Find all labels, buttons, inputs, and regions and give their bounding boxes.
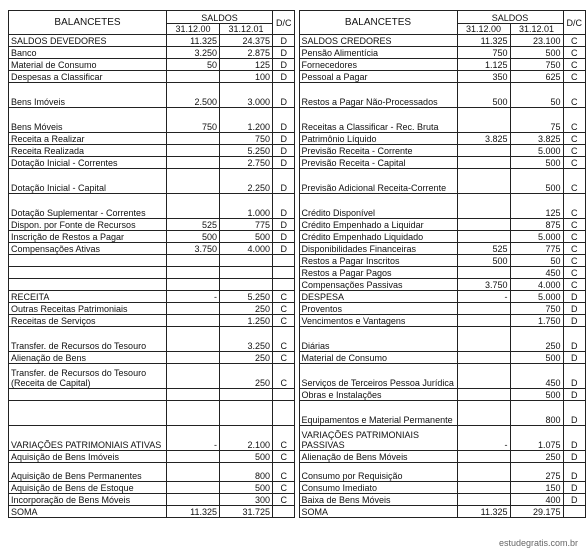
- right-dc-flag: C: [563, 194, 585, 219]
- left-dc-flag: [273, 267, 295, 279]
- right-account-label: DESPESA: [299, 291, 457, 303]
- left-balance-2000: [167, 451, 220, 463]
- right-balancetes-heading: BALANCETES: [299, 11, 457, 35]
- right-balance-2001: 500: [510, 389, 563, 401]
- right-balance-2001: 500: [510, 157, 563, 169]
- right-dc-flag: D: [563, 426, 585, 451]
- table-row: [9, 255, 586, 267]
- right-balance-2000: 500: [457, 83, 510, 108]
- left-account-label: [9, 267, 167, 279]
- left-balance-2001: 31.725: [220, 506, 273, 518]
- right-account-label: SOMA: [299, 506, 457, 518]
- right-account-label: Pensão Alimentícia: [299, 47, 457, 59]
- right-dc-flag: D: [563, 315, 585, 327]
- table-row: [9, 494, 586, 506]
- left-balance-2001: 125: [220, 59, 273, 71]
- right-account-label: Diárias: [299, 327, 457, 352]
- left-saldos-heading: SALDOS: [167, 11, 273, 24]
- right-balance-2001: 775: [510, 243, 563, 255]
- right-account-label: Alienação de Bens Móveis: [299, 451, 457, 463]
- right-balance-2001: 50: [510, 83, 563, 108]
- left-balance-2001: 2.250: [220, 169, 273, 194]
- left-balance-2000: [167, 145, 220, 157]
- left-dc-flag: D: [273, 219, 295, 231]
- left-account-label: Banco: [9, 47, 167, 59]
- right-dc-flag: D: [563, 327, 585, 352]
- right-saldos-heading: SALDOS: [457, 11, 563, 24]
- left-balance-2000: [167, 303, 220, 315]
- left-account-label: Aquisição de Bens Imóveis: [9, 451, 167, 463]
- right-account-label: Compensações Passivas: [299, 279, 457, 291]
- left-balance-2001: 300: [220, 494, 273, 506]
- right-dc-flag: D: [563, 291, 585, 303]
- table-row: [9, 157, 586, 169]
- right-balance-2000: [457, 401, 510, 426]
- right-balance-2000: 3.750: [457, 279, 510, 291]
- left-balance-2001: [220, 389, 273, 401]
- right-balance-2000: 3.825: [457, 133, 510, 145]
- right-balance-2001: 5.000: [510, 145, 563, 157]
- right-account-label: Previsão Receita - Corrente: [299, 145, 457, 157]
- right-balance-2000: [457, 194, 510, 219]
- right-dc-flag: C: [563, 243, 585, 255]
- left-dc-flag: D: [273, 47, 295, 59]
- left-dc-flag: D: [273, 231, 295, 243]
- left-account-label: Outras Receitas Patrimoniais: [9, 303, 167, 315]
- header-row: [9, 11, 586, 24]
- table-row: [9, 315, 586, 327]
- left-account-label: SALDOS DEVEDORES: [9, 35, 167, 47]
- table-row: [9, 303, 586, 315]
- right-account-label: Serviços de Terceiros Pessoa Jurídica: [299, 364, 457, 389]
- right-balance-2001: 450: [510, 364, 563, 389]
- right-balance-2001: 1.075: [510, 426, 563, 451]
- right-date-2001: 31.12.01: [510, 24, 563, 35]
- table-row: [9, 219, 586, 231]
- left-balance-2000: [167, 194, 220, 219]
- left-balance-2000: 500: [167, 231, 220, 243]
- left-dc-flag: C: [273, 315, 295, 327]
- left-balance-2001: 2.750: [220, 157, 273, 169]
- left-balance-2001: 500: [220, 231, 273, 243]
- left-dc-flag: D: [273, 133, 295, 145]
- right-balance-2000: [457, 327, 510, 352]
- left-balance-2001: 3.000: [220, 83, 273, 108]
- left-account-label: Aquisição de Bens de Estoque: [9, 482, 167, 494]
- left-balance-2001: 5.250: [220, 291, 273, 303]
- right-account-label: Material de Consumo: [299, 352, 457, 364]
- right-balance-2001: 750: [510, 303, 563, 315]
- left-balance-2000: [167, 482, 220, 494]
- left-account-label: Inscrição de Restos a Pagar: [9, 231, 167, 243]
- right-account-label: Vencimentos e Vantagens: [299, 315, 457, 327]
- left-dc-flag: [273, 389, 295, 401]
- right-balance-2001: 125: [510, 194, 563, 219]
- left-balance-2000: [167, 169, 220, 194]
- table-row: [9, 35, 586, 47]
- right-balance-2000: -: [457, 291, 510, 303]
- right-dc-flag: C: [563, 83, 585, 108]
- right-dc-flag: C: [563, 71, 585, 83]
- table-row: [9, 267, 586, 279]
- table-row: [9, 482, 586, 494]
- left-balance-2001: 24.375: [220, 35, 273, 47]
- right-dc-flag: C: [563, 157, 585, 169]
- left-balance-2001: 1.200: [220, 108, 273, 133]
- left-balance-2000: 525: [167, 219, 220, 231]
- right-account-label: Pessoal a Pagar: [299, 71, 457, 83]
- left-account-label: [9, 389, 167, 401]
- table-row: [9, 231, 586, 243]
- left-account-label: Dotação Inicial - Capital: [9, 169, 167, 194]
- right-dc-flag: D: [563, 352, 585, 364]
- left-balance-2001: 750: [220, 133, 273, 145]
- right-dc-flag: C: [563, 145, 585, 157]
- right-dc-flag: D: [563, 482, 585, 494]
- right-account-label: Previsão Adicional Receita-Corrente: [299, 169, 457, 194]
- right-balance-2000: [457, 389, 510, 401]
- left-balance-2001: 1.250: [220, 315, 273, 327]
- right-balance-2001: 450: [510, 267, 563, 279]
- right-account-label: Obras e Instalações: [299, 389, 457, 401]
- left-balance-2001: 250: [220, 303, 273, 315]
- right-balance-2001: 4.000: [510, 279, 563, 291]
- right-account-label: Crédito Disponível: [299, 194, 457, 219]
- right-balance-2000: -: [457, 426, 510, 451]
- right-account-label: Fornecedores: [299, 59, 457, 71]
- left-dc-flag: C: [273, 364, 295, 389]
- left-balance-2000: [167, 255, 220, 267]
- left-balance-2000: [167, 157, 220, 169]
- left-account-label: Compensações Ativas: [9, 243, 167, 255]
- table-row: [9, 71, 586, 83]
- right-account-label: Consumo por Requisição: [299, 463, 457, 482]
- left-balance-2000: [167, 279, 220, 291]
- right-balance-2000: [457, 145, 510, 157]
- right-balance-2001: 275: [510, 463, 563, 482]
- left-dc-flag: C: [273, 494, 295, 506]
- right-balance-2000: [457, 267, 510, 279]
- left-account-label: Receitas de Serviços: [9, 315, 167, 327]
- left-dc-flag: D: [273, 169, 295, 194]
- left-balance-2000: [167, 463, 220, 482]
- left-balance-2000: [167, 315, 220, 327]
- left-dc-flag: D: [273, 145, 295, 157]
- table-row: [9, 169, 586, 194]
- table-row: [9, 194, 586, 219]
- table-row: [9, 352, 586, 364]
- right-balance-2000: 350: [457, 71, 510, 83]
- right-dc-flag: C: [563, 169, 585, 194]
- left-balance-2000: [167, 71, 220, 83]
- table-row: [9, 401, 586, 426]
- left-dc-flag: [273, 401, 295, 426]
- right-balance-2000: 525: [457, 243, 510, 255]
- right-balance-2000: 1.125: [457, 59, 510, 71]
- left-account-label: Bens Imóveis: [9, 83, 167, 108]
- right-balance-2001: 50: [510, 255, 563, 267]
- table-row: [9, 59, 586, 71]
- right-balance-2001: 500: [510, 352, 563, 364]
- left-balancetes-heading: BALANCETES: [9, 11, 167, 35]
- left-balance-2000: 50: [167, 59, 220, 71]
- table-row: [9, 108, 586, 133]
- right-balance-2001: 800: [510, 401, 563, 426]
- left-balance-2001: 5.250: [220, 145, 273, 157]
- left-balance-2001: 2.100: [220, 426, 273, 451]
- right-date-2000: 31.12.00: [457, 24, 510, 35]
- right-balance-2000: [457, 482, 510, 494]
- right-dc-flag: C: [563, 219, 585, 231]
- left-dc-flag: C: [273, 426, 295, 451]
- table-row: [9, 327, 586, 352]
- right-balance-2001: 250: [510, 327, 563, 352]
- right-dc-flag: D: [563, 364, 585, 389]
- right-dc-flag: D: [563, 389, 585, 401]
- right-balance-2001: 875: [510, 219, 563, 231]
- right-dc-flag: D: [563, 303, 585, 315]
- left-dc-flag: C: [273, 303, 295, 315]
- right-balance-2000: [457, 169, 510, 194]
- table-row: [9, 426, 586, 451]
- right-account-label: Crédito Empenhado a Liquidar: [299, 219, 457, 231]
- right-dc-flag: C: [563, 279, 585, 291]
- right-balance-2001: 1.750: [510, 315, 563, 327]
- left-account-label: Material de Consumo: [9, 59, 167, 71]
- right-balance-2000: 500: [457, 255, 510, 267]
- left-account-label: VARIAÇÕES PATRIMONIAIS ATIVAS: [9, 426, 167, 451]
- left-balance-2001: 500: [220, 482, 273, 494]
- right-balance-2001: 400: [510, 494, 563, 506]
- left-dc-flag: D: [273, 108, 295, 133]
- left-balance-2001: 100: [220, 71, 273, 83]
- right-balance-2001: 150: [510, 482, 563, 494]
- table-row: [9, 279, 586, 291]
- right-account-label: Patrimônio Líquido: [299, 133, 457, 145]
- left-account-label: Dotação Inicial - Correntes: [9, 157, 167, 169]
- left-balance-2000: -: [167, 426, 220, 451]
- left-balance-2000: -: [167, 291, 220, 303]
- left-balance-2001: [220, 401, 273, 426]
- right-balance-2000: 750: [457, 47, 510, 59]
- left-account-label: Transfer. de Recursos do Tesouro (Receita de Capital): [9, 364, 167, 389]
- left-balance-2001: 3.250: [220, 327, 273, 352]
- right-dc-flag: D: [563, 463, 585, 482]
- right-account-label: Restos a Pagar Não-Processados: [299, 83, 457, 108]
- left-balance-2000: 3.250: [167, 47, 220, 59]
- right-dc-flag: C: [563, 35, 585, 47]
- left-balance-2001: 250: [220, 364, 273, 389]
- left-dc-flag: D: [273, 71, 295, 83]
- left-account-label: Alienação de Bens: [9, 352, 167, 364]
- table-row: [9, 506, 586, 518]
- right-dc-flag: [563, 506, 585, 518]
- left-dc-flag: D: [273, 83, 295, 108]
- right-balance-2000: [457, 352, 510, 364]
- right-account-label: SALDOS CREDORES: [299, 35, 457, 47]
- table-row: [9, 463, 586, 482]
- table-row: [9, 389, 586, 401]
- right-account-label: Previsão Receita - Capital: [299, 157, 457, 169]
- left-dc-flag: D: [273, 157, 295, 169]
- left-balance-2000: 3.750: [167, 243, 220, 255]
- right-balance-2001: 5.000: [510, 231, 563, 243]
- left-balance-2001: 2.875: [220, 47, 273, 59]
- table-row: [9, 291, 586, 303]
- left-dc-heading: D/C: [273, 11, 295, 35]
- left-balance-2001: [220, 255, 273, 267]
- left-balance-2000: [167, 327, 220, 352]
- right-dc-heading: D/C: [563, 11, 585, 35]
- left-dc-flag: [273, 255, 295, 267]
- left-balance-2000: [167, 389, 220, 401]
- right-account-label: VARIAÇÕES PATRIMONIAIS PASSIVAS: [299, 426, 457, 451]
- left-dc-flag: C: [273, 327, 295, 352]
- site-footer: estudegratis.com.br: [498, 538, 578, 548]
- left-dc-flag: D: [273, 35, 295, 47]
- left-dc-flag: D: [273, 59, 295, 71]
- left-balance-2000: [167, 352, 220, 364]
- balancete-table: [8, 10, 586, 518]
- right-balance-2000: 11.325: [457, 35, 510, 47]
- right-account-label: Restos a Pagar Inscritos: [299, 255, 457, 267]
- left-account-label: Aquisição de Bens Permanentes: [9, 463, 167, 482]
- right-balance-2000: [457, 364, 510, 389]
- left-account-label: [9, 279, 167, 291]
- right-account-label: Disponibilidades Financeiras: [299, 243, 457, 255]
- left-account-label: Dotação Suplementar - Correntes: [9, 194, 167, 219]
- left-dc-flag: C: [273, 463, 295, 482]
- right-dc-flag: C: [563, 108, 585, 133]
- right-balance-2001: 23.100: [510, 35, 563, 47]
- left-account-label: Receita Realizada: [9, 145, 167, 157]
- left-account-label: [9, 401, 167, 426]
- table-row: [9, 451, 586, 463]
- left-balance-2000: [167, 494, 220, 506]
- left-account-label: Bens Móveis: [9, 108, 167, 133]
- left-date-2000: 31.12.00: [167, 24, 220, 35]
- left-balance-2000: 11.325: [167, 35, 220, 47]
- left-dc-flag: D: [273, 243, 295, 255]
- left-balance-2001: 1.000: [220, 194, 273, 219]
- left-dc-flag: C: [273, 482, 295, 494]
- left-account-label: [9, 255, 167, 267]
- left-balance-2001: 500: [220, 451, 273, 463]
- right-account-label: Restos a Pagar Pagos: [299, 267, 457, 279]
- right-account-label: Baixa de Bens Móveis: [299, 494, 457, 506]
- right-dc-flag: D: [563, 401, 585, 426]
- table-row: [9, 364, 586, 389]
- left-balance-2000: [167, 364, 220, 389]
- right-dc-flag: C: [563, 133, 585, 145]
- right-balance-2000: [457, 231, 510, 243]
- right-account-label: Equipamentos e Material Permanente: [299, 401, 457, 426]
- left-dc-flag: C: [273, 291, 295, 303]
- table-row: [9, 243, 586, 255]
- left-dc-flag: [273, 506, 295, 518]
- left-balance-2000: 2.500: [167, 83, 220, 108]
- right-balance-2001: 500: [510, 47, 563, 59]
- right-dc-flag: C: [563, 255, 585, 267]
- left-dc-flag: [273, 279, 295, 291]
- right-balance-2000: [457, 303, 510, 315]
- right-account-label: Crédito Empenhado Liquidado: [299, 231, 457, 243]
- table-row: [9, 145, 586, 157]
- left-balance-2001: 4.000: [220, 243, 273, 255]
- right-balance-2000: 11.325: [457, 506, 510, 518]
- left-balance-2000: 750: [167, 108, 220, 133]
- right-balance-2001: 250: [510, 451, 563, 463]
- right-balance-2001: 625: [510, 71, 563, 83]
- left-balance-2000: [167, 267, 220, 279]
- left-balance-2001: 250: [220, 352, 273, 364]
- balancete-sheet: [8, 10, 586, 518]
- right-dc-flag: D: [563, 494, 585, 506]
- right-balance-2001: 3.825: [510, 133, 563, 145]
- left-account-label: RECEITA: [9, 291, 167, 303]
- left-balance-2000: [167, 401, 220, 426]
- table-row: [9, 133, 586, 145]
- right-balance-2000: [457, 157, 510, 169]
- left-account-label: Transfer. de Recursos do Tesouro: [9, 327, 167, 352]
- right-balance-2000: [457, 315, 510, 327]
- right-balance-2001: 75: [510, 108, 563, 133]
- left-balance-2001: [220, 267, 273, 279]
- right-account-label: Proventos: [299, 303, 457, 315]
- right-dc-flag: C: [563, 231, 585, 243]
- left-account-label: Dispon. por Fonte de Recursos: [9, 219, 167, 231]
- left-account-label: Incorporação de Bens Móveis: [9, 494, 167, 506]
- right-balance-2000: [457, 108, 510, 133]
- right-balance-2000: [457, 494, 510, 506]
- right-dc-flag: C: [563, 59, 585, 71]
- table-row: [9, 83, 586, 108]
- left-balance-2001: 775: [220, 219, 273, 231]
- left-account-label: SOMA: [9, 506, 167, 518]
- right-dc-flag: C: [563, 47, 585, 59]
- right-dc-flag: C: [563, 267, 585, 279]
- right-balance-2000: [457, 463, 510, 482]
- left-account-label: Receita a Realizar: [9, 133, 167, 145]
- left-balance-2000: [167, 133, 220, 145]
- left-dc-flag: C: [273, 451, 295, 463]
- right-balance-2000: [457, 451, 510, 463]
- right-balance-2000: [457, 219, 510, 231]
- right-account-label: Consumo Imediato: [299, 482, 457, 494]
- right-account-label: Receitas a Classificar - Rec. Bruta: [299, 108, 457, 133]
- left-balance-2001: 800: [220, 463, 273, 482]
- left-date-2001: 31.12.01: [220, 24, 273, 35]
- left-balance-2000: 11.325: [167, 506, 220, 518]
- left-dc-flag: C: [273, 352, 295, 364]
- right-balance-2001: 750: [510, 59, 563, 71]
- left-balance-2001: [220, 279, 273, 291]
- right-balance-2001: 500: [510, 169, 563, 194]
- left-dc-flag: D: [273, 194, 295, 219]
- table-row: [9, 47, 586, 59]
- right-balance-2001: 5.000: [510, 291, 563, 303]
- left-account-label: Despesas a Classificar: [9, 71, 167, 83]
- right-balance-2001: 29.175: [510, 506, 563, 518]
- right-dc-flag: D: [563, 451, 585, 463]
